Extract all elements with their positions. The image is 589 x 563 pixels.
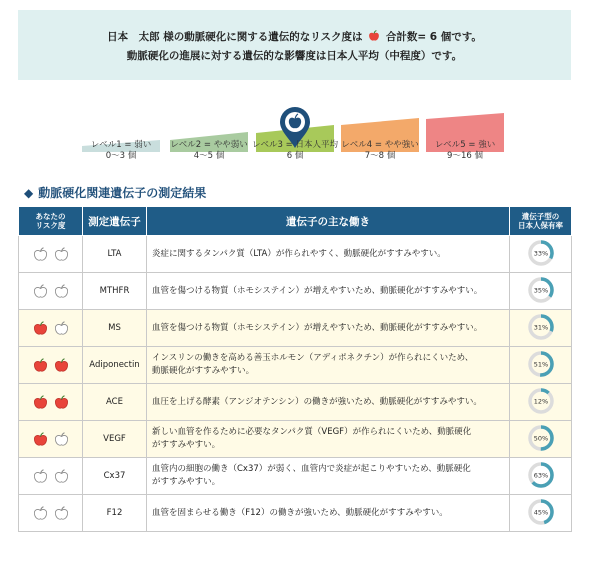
summary-text-before: 日本 太郎 様の動脈硬化に関する遺伝的なリスク度は (107, 31, 363, 43)
summary-total: 合計数= 6 個です。 (385, 31, 482, 43)
svg-text:33%: 33% (533, 249, 548, 257)
svg-text:45%: 45% (533, 508, 548, 516)
table-row (19, 384, 572, 421)
svg-text:50%: 50% (533, 434, 548, 442)
gene-name: MTHFR (83, 273, 147, 310)
level-5-label (420, 140, 510, 162)
japanese-rate (510, 347, 572, 384)
risk-apples (19, 273, 83, 310)
rate-ring (526, 386, 556, 416)
gene-description: インスリンの働きを高める善玉ホルモン（アディポネクチン）が作られにくいため、 動脈硬化がすすみやすい。 (147, 347, 510, 384)
header-risk: あなたの リスク度 (19, 207, 83, 236)
apple-outline-icon (33, 506, 48, 521)
apple-filled-icon (33, 395, 48, 410)
table-row (19, 495, 572, 532)
svg-text:51%: 51% (533, 360, 548, 368)
level-range: 6 個 (286, 151, 304, 161)
svg-text:35%: 35% (533, 286, 548, 294)
table-header-row (19, 207, 572, 236)
level-2-label (164, 140, 254, 162)
level-name: レベル3 = 日本人平均 (252, 140, 338, 150)
risk-level-scale (0, 86, 589, 176)
rate-ring (526, 275, 556, 305)
gene-name: LTA (83, 236, 147, 273)
apple-outline-icon (54, 506, 69, 521)
table-row (19, 347, 572, 384)
header-gene: 測定遺伝子 (83, 207, 147, 236)
gene-description: 血管内の細胞の働き（Cx37）が弱く、血管内で炎症が起こりやすいため、動脈硬化 がすすみやすい。 (147, 458, 510, 495)
gene-description: 血管を固まらせる働き（F12）の働きが強いため、動脈硬化がすすみやすい。 (147, 495, 510, 532)
japanese-rate (510, 273, 572, 310)
table-row (19, 310, 572, 347)
level-name: レベル5 = 強い (434, 140, 496, 150)
gene-description: 血管を傷つける物質（ホモシステイン）が増えやすいため、動脈硬化がすすみやすい。 (147, 310, 510, 347)
level-name: レベル2 = やや弱い (170, 140, 248, 150)
apple-filled-icon (33, 358, 48, 373)
japanese-rate (510, 310, 572, 347)
svg-text:12%: 12% (533, 397, 548, 405)
gene-description: 炎症に関するタンパク質（LTA）が作られやすく、動脈硬化がすすみやすい。 (147, 236, 510, 273)
apple-outline-icon (54, 284, 69, 299)
apple-outline-icon (33, 284, 48, 299)
level-name: レベル1 = 弱い (90, 140, 152, 150)
japanese-rate (510, 384, 572, 421)
svg-text:31%: 31% (533, 323, 548, 331)
level-range: 0～3 個 (105, 151, 137, 161)
gene-description: 血管を傷つける物質（ホモシステイン）が増えやすいため、動脈硬化がすすみやすい。 (147, 273, 510, 310)
level-range: 4～5 個 (193, 151, 225, 161)
gene-name: Cx37 (83, 458, 147, 495)
apple-filled-icon (54, 395, 69, 410)
gene-description: 血圧を上げる酵素（アンジオテンシン）の働きが強いため、動脈硬化がすすみやすい。 (147, 384, 510, 421)
risk-summary-box (18, 10, 571, 80)
summary-line-2: 動脈硬化の進展に対する遺伝的な影響度は日本人平均（中程度）です。 (126, 50, 463, 62)
gene-name: ACE (83, 384, 147, 421)
table-row (19, 458, 572, 495)
svg-text:63%: 63% (533, 471, 548, 479)
risk-apples (19, 347, 83, 384)
apple-outline-icon (54, 321, 69, 336)
header-rate: 遺伝子型の 日本人保有率 (510, 207, 572, 236)
risk-apples (19, 310, 83, 347)
level-1-label (76, 140, 166, 162)
rate-ring (526, 238, 556, 268)
apple-filled-icon (33, 321, 48, 336)
apple-filled-icon (33, 432, 48, 447)
table-row (19, 236, 572, 273)
apple-filled-icon (54, 358, 69, 373)
japanese-rate (510, 236, 572, 273)
apple-icon (368, 30, 380, 42)
apple-outline-icon (54, 469, 69, 484)
rate-ring (526, 349, 556, 379)
japanese-rate (510, 458, 572, 495)
gene-name: Adiponectin (83, 347, 147, 384)
apple-outline-icon (33, 247, 48, 262)
rate-ring (526, 460, 556, 490)
gene-results-table (18, 206, 572, 532)
risk-apples (19, 458, 83, 495)
level-range: 9～16 個 (447, 151, 483, 161)
table-row (19, 273, 572, 310)
diamond-icon: ◆ (24, 186, 34, 200)
section-title-text: 動脈硬化関連遺伝子の測定結果 (38, 186, 207, 200)
rate-ring (526, 312, 556, 342)
gene-name: MS (83, 310, 147, 347)
risk-apples (19, 495, 83, 532)
gene-name: VEGF (83, 421, 147, 458)
level-range: 7～8 個 (364, 151, 396, 161)
japanese-rate (510, 495, 572, 532)
gene-description: 新しい血管を作るために必要なタンパク質（VEGF）が作られにくいため、動脈硬化 がすすみやすい。 (147, 421, 510, 458)
level-name: レベル4 = やや強い (341, 140, 419, 150)
table-row (19, 421, 572, 458)
risk-apples (19, 421, 83, 458)
level-3-label (250, 140, 340, 162)
risk-apples (19, 236, 83, 273)
rate-ring (526, 497, 556, 527)
rate-ring (526, 423, 556, 453)
gene-name: F12 (83, 495, 147, 532)
risk-apples (19, 384, 83, 421)
apple-outline-icon (54, 432, 69, 447)
header-description: 遺伝子の主な働き (147, 207, 510, 236)
section-title (24, 184, 206, 201)
level-4-label (335, 140, 425, 162)
japanese-rate (510, 421, 572, 458)
apple-outline-icon (33, 469, 48, 484)
apple-outline-icon (54, 247, 69, 262)
summary-line-1 (18, 28, 571, 47)
